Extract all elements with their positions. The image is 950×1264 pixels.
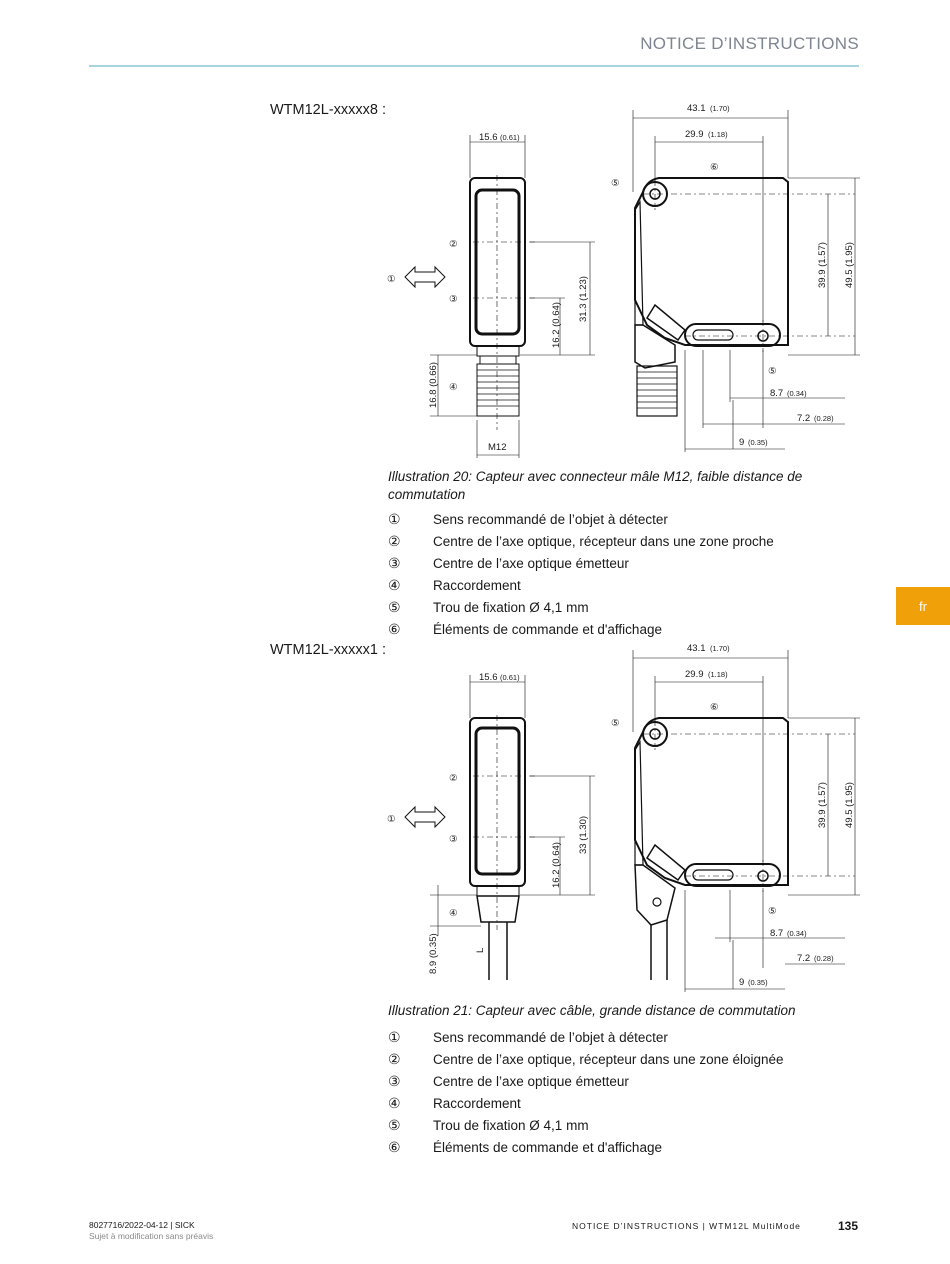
callout-6: ⑥ xyxy=(710,162,719,173)
dim-29-9-inch: (1.18) xyxy=(708,670,728,679)
sensor-side-body xyxy=(635,718,788,885)
legend-item: ④ Raccordement xyxy=(388,576,521,593)
direction-arrow-icon xyxy=(405,267,445,287)
dim-7-2-inch: (0.28) xyxy=(814,954,834,963)
dim-43-1-inch: (1.70) xyxy=(710,104,730,113)
legend-item: ② Centre de l’axe optique, récepteur dans une zone proche xyxy=(388,532,774,549)
dim-9-inch: (0.35) xyxy=(748,978,768,987)
m12-connector xyxy=(477,364,519,416)
dim-8-7-inch: (0.34) xyxy=(787,929,807,938)
callout-5-top: ⑤ xyxy=(611,178,620,189)
callout-1: ① xyxy=(387,274,396,285)
callout-3: ③ xyxy=(449,834,458,845)
language-tab[interactable]: fr xyxy=(896,587,950,625)
dim-39-9-label: 39.9 (1.57) xyxy=(817,782,828,828)
dim-8-7-inch: (0.34) xyxy=(787,389,807,398)
legend-item: ② Centre de l’axe optique, récepteur dans une zone éloignée xyxy=(388,1050,784,1067)
callout-3: ③ xyxy=(449,294,458,305)
dim-7-2-label: 7.2 xyxy=(797,953,811,964)
dim-height-2-label: 31.3 (1.23) xyxy=(578,276,589,322)
callout-6: ⑥ xyxy=(710,702,719,713)
page-number: 135 xyxy=(838,1219,859,1233)
header-title: NOTICE D’INSTRUCTIONS xyxy=(640,34,859,53)
dim-15-6-label: 15.6 xyxy=(479,132,498,143)
thread-label: M12 xyxy=(488,442,507,453)
dim-49-5-label: 49.5 (1.95) xyxy=(844,242,855,288)
footer-center: NOTICE D’INSTRUCTIONS | WTM12L MultiMode xyxy=(572,1221,801,1231)
header-rule xyxy=(89,65,859,67)
dim-15-6-inch: (0.61) xyxy=(500,133,520,142)
dim-8-7-label: 8.7 xyxy=(770,388,784,399)
dimension-drawing-2 xyxy=(385,640,865,1000)
model-label-1: WTM12L-xxxxx8 : xyxy=(270,102,387,118)
dim-9-label: 9 xyxy=(739,437,745,448)
direction-arrow-icon xyxy=(405,807,445,827)
dim-connector-label: 16.8 (0.66) xyxy=(428,362,439,408)
callout-5-top: ⑤ xyxy=(611,718,620,729)
cable-gland xyxy=(477,896,519,922)
sensor-front-base xyxy=(477,346,519,356)
dim-49-5-label: 49.5 (1.95) xyxy=(844,782,855,828)
callout-5-bottom: ⑤ xyxy=(768,906,777,917)
dim-29-9-inch: (1.18) xyxy=(708,130,728,139)
legend-item: ⑤ Trou de fixation Ø 4,1 mm xyxy=(388,1116,589,1133)
dim-16-2-label: 16.2 (0.64) xyxy=(551,302,562,348)
sensor-front-body xyxy=(470,178,525,346)
legend-item: ⑤ Trou de fixation Ø 4,1 mm xyxy=(388,598,589,615)
dim-43-1-label: 43.1 xyxy=(687,643,706,654)
legend-item: ③ Centre de l’axe optique émetteur xyxy=(388,554,629,571)
footer-notice: Sujet à modification sans préavis xyxy=(89,1231,214,1241)
dimension-drawing-1 xyxy=(385,100,865,460)
cable-length-label: L xyxy=(475,947,486,953)
dim-15-6-inch: (0.61) xyxy=(500,673,520,682)
callout-5-bottom: ⑤ xyxy=(768,366,777,377)
dim-15-6-label: 15.6 xyxy=(479,672,498,683)
callout-2: ② xyxy=(449,239,458,250)
dim-43-1-label: 43.1 xyxy=(687,103,706,114)
dim-9-inch: (0.35) xyxy=(748,438,768,447)
callout-2: ② xyxy=(449,773,458,784)
side-connector xyxy=(637,366,677,416)
dim-39-9-label: 39.9 (1.57) xyxy=(817,242,828,288)
dim-29-9-label: 29.9 xyxy=(685,669,704,680)
dim-29-9-label: 29.9 xyxy=(685,129,704,140)
sensor-side-body xyxy=(635,178,788,345)
footer-doc-ref: 8027716/2022-04-12 | SICK xyxy=(89,1220,195,1230)
caption-illustration-20: Illustration 20: Capteur avec connecteur mâle M12, faible distance de commutation xyxy=(388,469,803,502)
callout-4: ④ xyxy=(449,382,458,393)
legend-item: ① Sens recommandé de l’objet à détecter xyxy=(388,510,668,527)
sensor-front-body xyxy=(470,718,525,886)
legend-list-1 xyxy=(388,508,858,640)
caption-illustration-21: Illustration 21: Capteur avec câble, grande distance de commutation xyxy=(388,1003,796,1018)
legend-item: ⑥ Éléments de commande et d'affichage xyxy=(388,1138,662,1155)
dim-7-2-inch: (0.28) xyxy=(814,414,834,423)
dim-height-2-label: 33 (1.30) xyxy=(578,815,589,854)
dim-9-label: 9 xyxy=(739,977,745,988)
footer-left xyxy=(89,1220,213,1242)
legend-item: ⑥ Éléments de commande et d'affichage xyxy=(388,620,662,637)
dim-8-7-label: 8.7 xyxy=(770,928,784,939)
legend-item: ① Sens recommandé de l’objet à détecter xyxy=(388,1028,668,1045)
legend-list-2 xyxy=(388,1026,858,1158)
dim-43-1-inch: (1.70) xyxy=(710,644,730,653)
dim-connector-label: 8.9 (0.35) xyxy=(428,933,439,974)
callout-4: ④ xyxy=(449,908,458,919)
legend-item: ④ Raccordement xyxy=(388,1094,521,1111)
dim-16-2-label: 16.2 (0.64) xyxy=(551,842,562,888)
model-label-2: WTM12L-xxxxx1 : xyxy=(270,642,387,658)
sensor-front-window xyxy=(476,190,519,334)
callout-1: ① xyxy=(387,814,396,825)
dim-7-2-label: 7.2 xyxy=(797,413,811,424)
legend-item: ③ Centre de l’axe optique émetteur xyxy=(388,1072,629,1089)
sensor-front-window xyxy=(476,728,519,874)
